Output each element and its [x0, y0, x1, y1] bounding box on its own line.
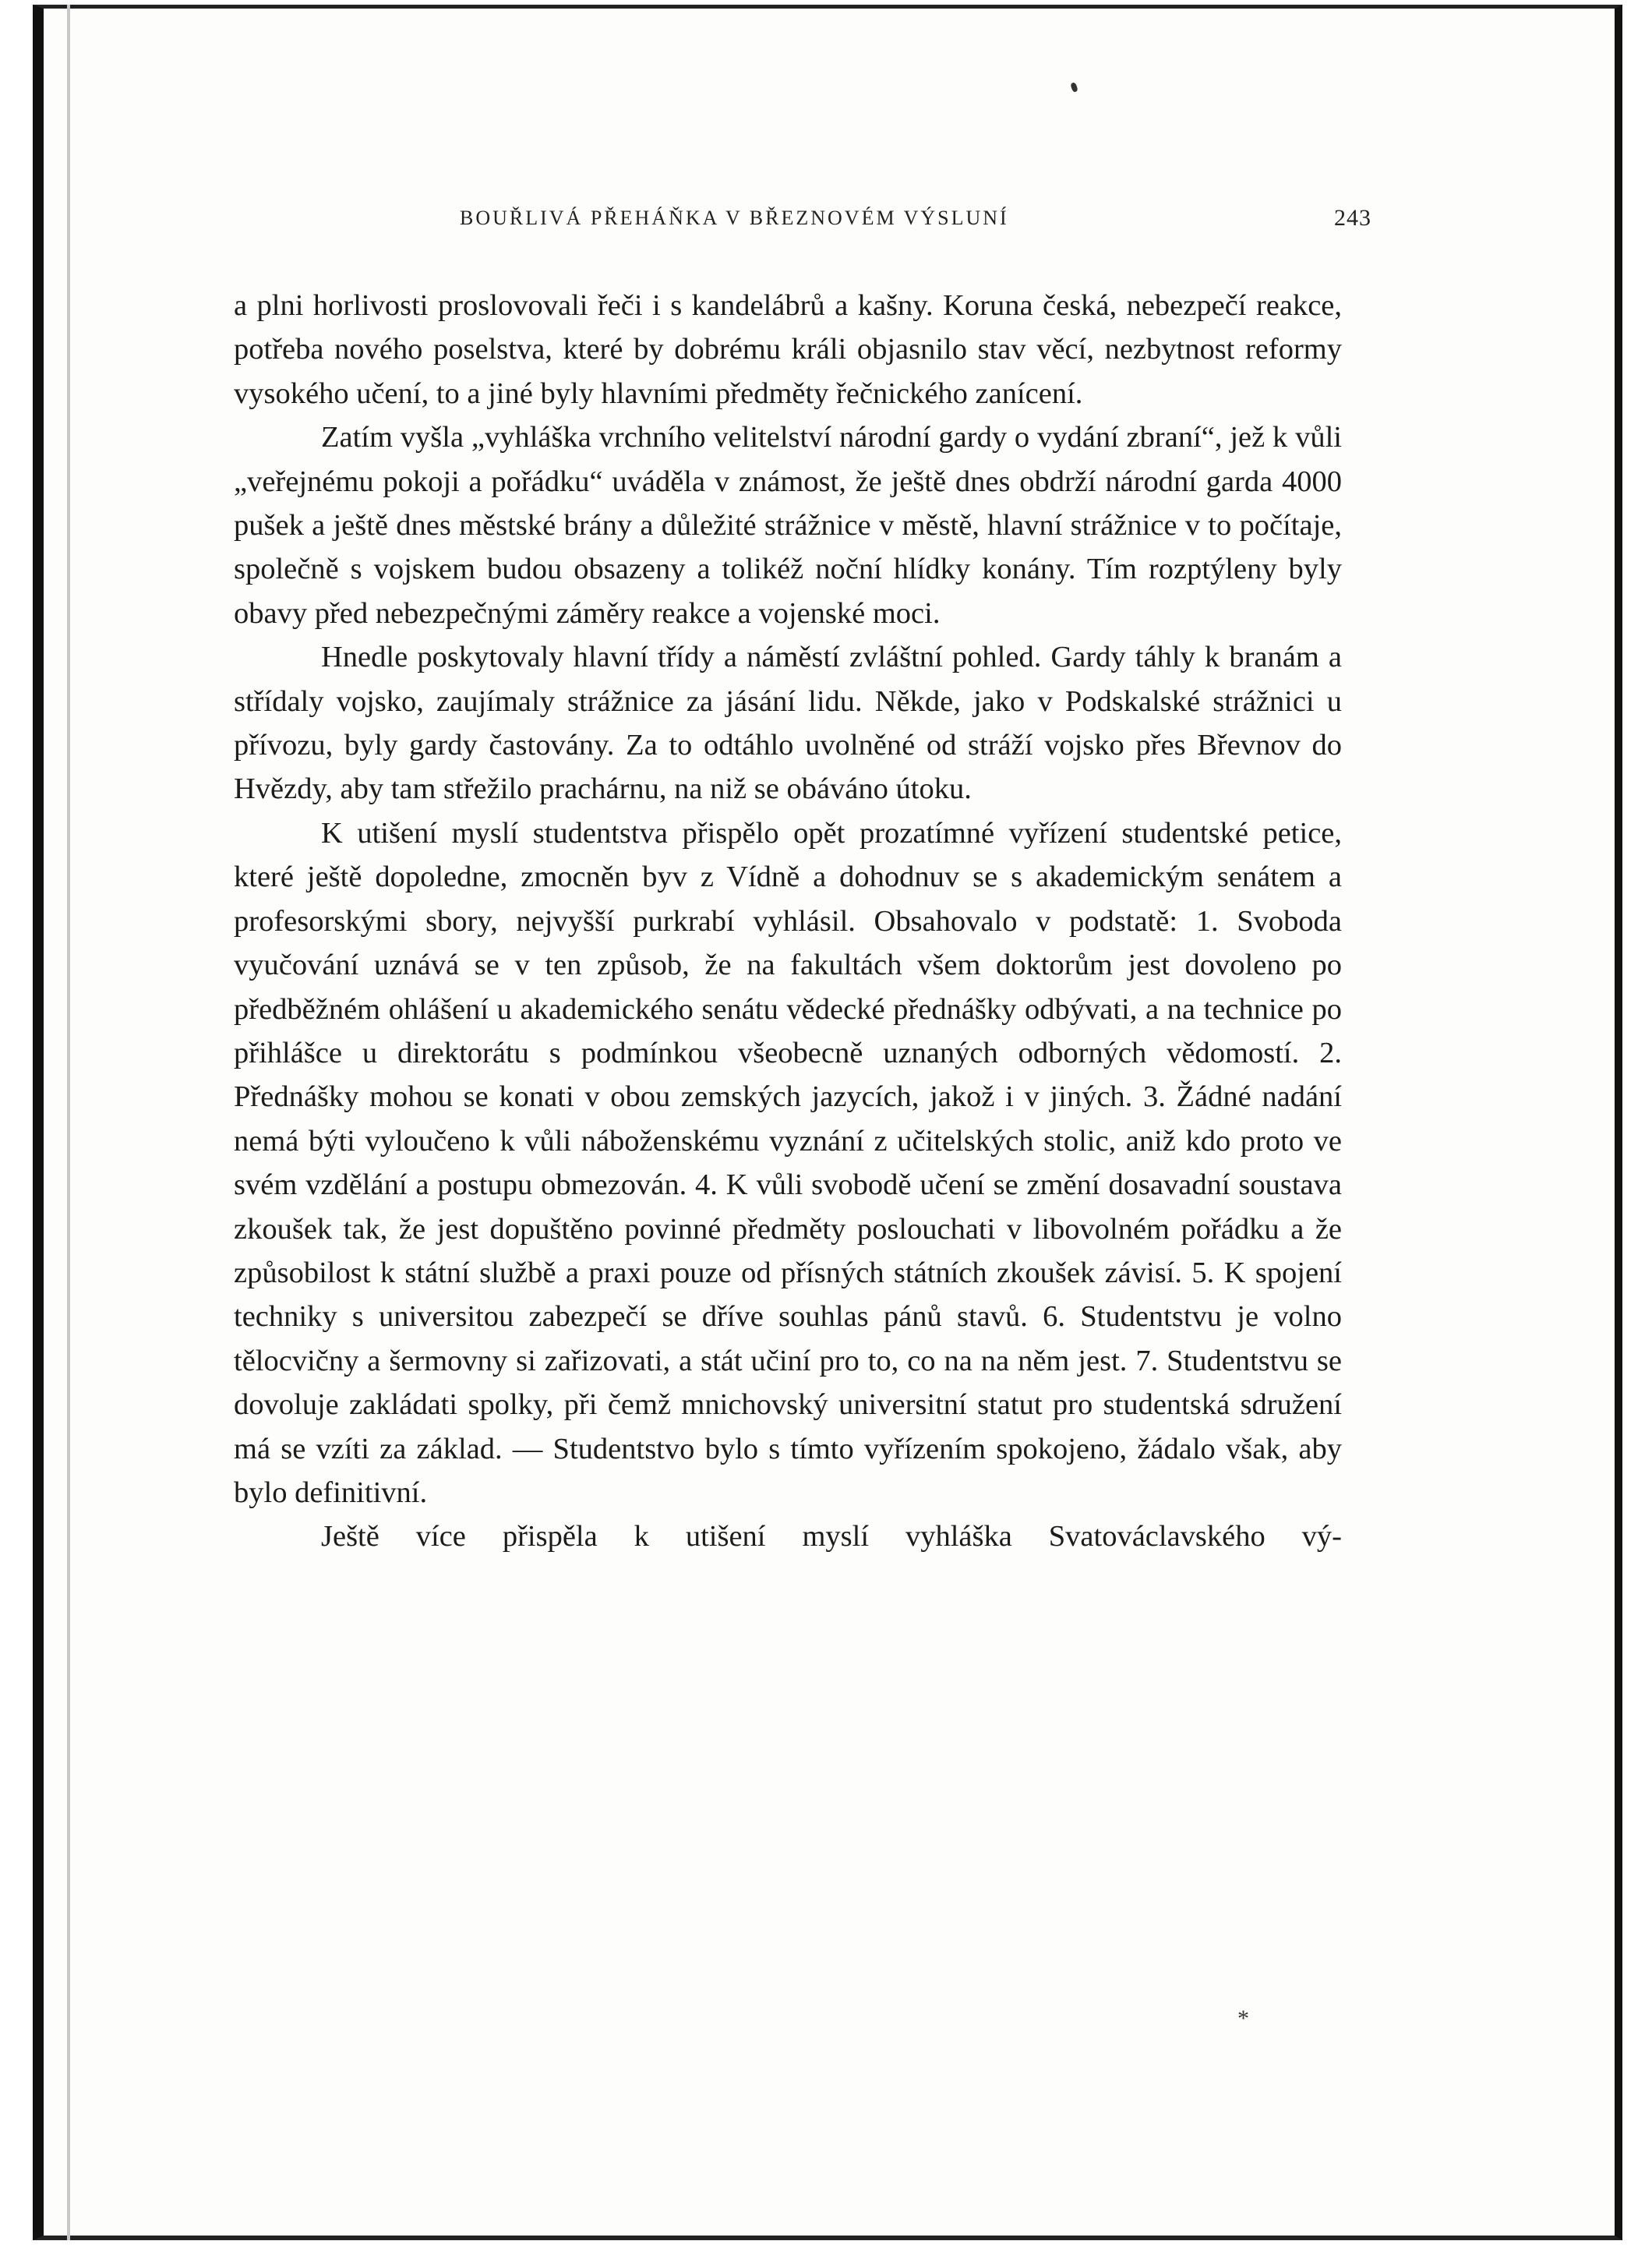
paragraph-5: Ještě více přispěla k utišení myslí vyhláška Svatováclavského vý- — [321, 1520, 1342, 1553]
running-head — [234, 203, 1371, 234]
page-number: 243 — [1334, 205, 1371, 231]
paragraph-2: Zatím vyšla „vyhláška vrchního velitelství národní gardy o vydání zbraní“, jež k vůli „veřejnému pokoji a pořádku“ uváděla v známost, že ještě dnes obdrží národní garda 4000 pušek a ještě dnes městské brány a důležité strážnice v městě, hlavní strážnice v to počítaje, společně s vojskem budou obsazeny a tolikéž noční hlídky konány. Tím rozptýleny byly obavy před nebezpečnými záměry reakce a vojenské moci. — [234, 421, 1342, 630]
running-title: BOUŘLIVÁ PŘEHÁŇKA V BŘEZNOVÉM VÝSLUNÍ — [460, 207, 1009, 229]
body-text — [234, 284, 1342, 1559]
paragraph-1: a plni horlivosti proslovovali řeči i s kandelábrů a kašny. Koruna česká, nebezpečí reakce, potřeba nového poselstva, které by dobrému králi objasnilo stav věcí, nezbytnost reformy vysokého učení, to a jiné byly hlavními předměty řečnického zanícení. — [234, 289, 1342, 410]
paragraph-4: K utišení myslí studentstva přispělo opět prozatímné vyřízení studentské petice, které ještě dopoledne, zmocněn byv z Vídně a dohodnuv se s akademickým senátem a profesorskými sbory, nejvyšší purkrabí vyhlásil. Obsahovalo v podstatě: 1. Svoboda vyučování uznává se v ten způsob, že na fakultách všem doktorům jest dovoleno po předběžném ohlášení u akademického senátu vědecké přednášky odbývati, a na technice po přihlášce u direktorátu s podmínkou všeobecně uznaných odborných vědomostí. 2. Přednášky mohou se konati v obou zemských jazycích, jakož i v jiných. 3. Žádné nadání nemá býti vyloučeno k vůli náboženskému vyznání z učitelských stolic, aniž kdo proto ve svém vzdělání a postupu obmezován. 4. K vůli svobodě učení se změní dosavadní soustava zkoušek tak, že jest dopuštěno povinné předměty poslouchati v libovolném pořádku a že způsobilost k státní službě a praxi pouze od přísných státních zkoušek závisí. 5. K spojení techniky s universitou zabezpečí se dříve souhlas pánů stavů. 6. Studentstvu je volno tělocvičny a šermovny si zařizovati, a stát učiní pro to, co na na něm jest. 7. Studentstvu se dovoluje zakládati spolky, při čemž mnichovský universitní statut pro studentská sdružení má se vzíti za základ. — Studentstvo bylo s tímto vyřízením spokojeno, žádalo však, aby bylo definitivní. — [234, 816, 1342, 1509]
paragraph-3: Hnedle poskytovaly hlavní třídy a náměstí zvláštní pohled. Gardy táhly k branám a střídaly vojsko, zaujímaly strážnice za jásání lidu. Někde, jako v Podskalské strážnici u přívozu, byly gardy častovány. Za to odtáhlo uvolněné od stráží vojsko přes Břevnov do Hvězdy, aby tam střežilo prachárnu, na niž se obáváno útoku. — [234, 641, 1342, 806]
gutter-line — [67, 5, 70, 2240]
signature-mark: * — [1237, 2006, 1249, 2031]
